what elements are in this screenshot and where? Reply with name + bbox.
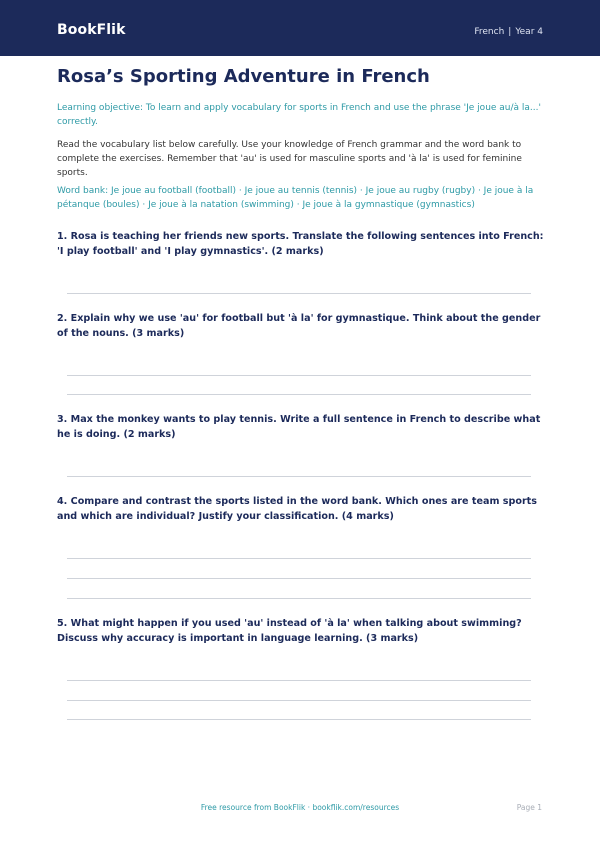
answer-line[interactable] — [67, 375, 531, 376]
meta-separator: | — [508, 27, 512, 37]
year-label: Year 4 — [515, 27, 543, 37]
answer-line[interactable] — [67, 598, 531, 599]
page-number: Page 1 — [516, 803, 542, 812]
answer-line[interactable] — [67, 476, 531, 477]
subject-label: French — [474, 27, 505, 37]
word-bank: Word bank: Je joue au football (football) · Je joue au tennis (tennis) · Je joue au rugby (rugby) · Je joue à la pétanque (boules) · Je joue à la natation (swimming) · Je joue à la gymnastique (gymnastics) — [57, 186, 534, 210]
question-2: 2. Explain why we use 'au' for football but 'à la' for gymnastique. Think about the gender of the nouns. (3 marks) — [57, 313, 541, 339]
worksheet-title: Rosa’s Sporting Adventure in French — [57, 66, 430, 87]
answer-line[interactable] — [67, 578, 531, 579]
answer-line[interactable] — [67, 293, 531, 294]
instructions-text: Read the vocabulary list below carefully. Use your knowledge of French grammar and the word bank to complete the exercises. Remember that 'au' is used for masculine sports and 'à la' is used for feminine sports. — [57, 140, 522, 178]
question-3: 3. Max the monkey wants to play tennis. Write a full sentence in French to describe what he is doing. (2 marks) — [57, 414, 541, 440]
question-5: 5. What might happen if you used 'au' instead of 'à la' when talking about swimming? Discuss why accuracy is important in language learning. (3 marks) — [57, 618, 522, 644]
subject-year-label — [474, 27, 543, 37]
learning-objective: Learning objective: To learn and apply vocabulary for sports in French and use the phrase 'Je joue au/à la...' correctly. — [57, 103, 541, 127]
footer-resource-link[interactable]: Free resource from BookFlik · bookflik.com/resources — [200, 803, 400, 812]
answer-line[interactable] — [67, 558, 531, 559]
brand-logo-text: BookFlik — [57, 22, 126, 38]
question-4: 4. Compare and contrast the sports listed in the word bank. Which ones are team sports and which are individual? Justify your classification. (4 marks) — [57, 496, 537, 522]
answer-line[interactable] — [67, 394, 531, 395]
question-1: 1. Rosa is teaching her friends new sports. Translate the following sentences into French: 'I play football' and 'I play gymnastics'. (2 marks) — [57, 231, 544, 257]
answer-line[interactable] — [67, 680, 531, 681]
answer-line[interactable] — [67, 719, 531, 720]
answer-line[interactable] — [67, 700, 531, 701]
header-bar — [0, 0, 600, 56]
